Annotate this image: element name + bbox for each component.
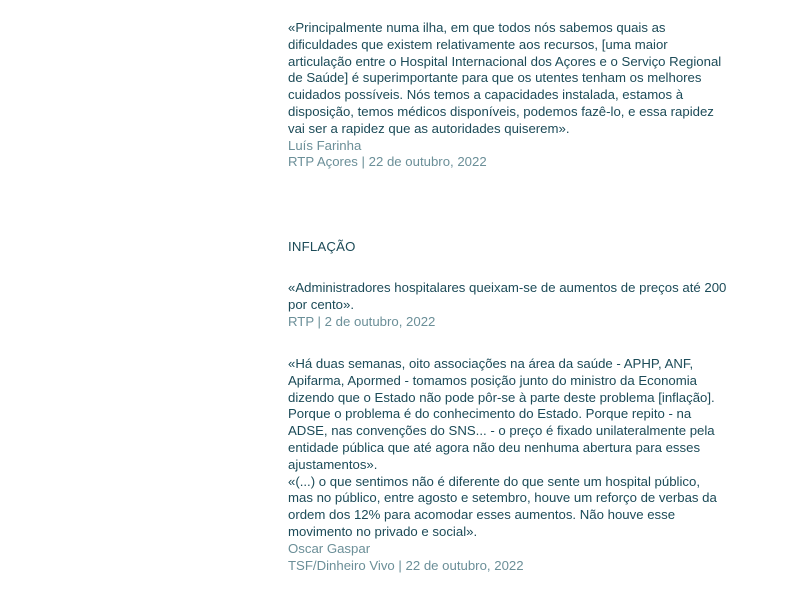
quote-block-rtp bbox=[288, 280, 728, 330]
quote-source: TSF/Dinheiro Vivo | 22 de outubro, 2022 bbox=[288, 557, 524, 573]
quote-text: «(...) o que sentimos não é diferente do que sente um hospital público, mas no público, entre agosto e setembro, houve um reforço de verbas da ordem dos 12% para acomodar esses aumentos. Não houve esse movimento no privado e social». bbox=[288, 473, 717, 539]
quote-source: RTP Açores | 22 de outubro, 2022 bbox=[288, 154, 487, 170]
quote-text: «Há duas semanas, oito associações na área da saúde - APHP, ANF, Apifarma, Apormed - tomamos posição junto do ministro da Economia dizendo que o Estado não pode pôr-se à parte deste problema [inflação]. Porque o problema é do conhecimento do Estado. Porque repito - na ADSE, nas convenções do SNS... - o preço é fixado unilateralmente pela entidade pública que até agora não deu nenhuma abertura para esses ajustamentos». bbox=[288, 356, 715, 472]
quote-text: «Administradores hospitalares queixam-se de aumentos de preços até 200 por cento». bbox=[288, 280, 727, 312]
quote-author: Oscar Gaspar bbox=[288, 540, 371, 556]
section-heading-block bbox=[288, 239, 728, 256]
quote-author: Luís Farinha bbox=[288, 137, 362, 153]
quote-text: «Principalmente numa ilha, em que todos nós sabemos quais as dificuldades que existem relativamente aos recursos, [uma maior articulação entre o Hospital Internacional dos Açores e o Serviço Regional de Saúde] é superimportante para que os utentes tenham os melhores cuidados possíveis. Nós temos a capacidades instalada, estamos à disposição, temos médicos disponíveis, podemos fazê-lo, e essa rapidez vai ser a rapidez que as autoridades quiserem». bbox=[288, 20, 722, 136]
quote-block-farinha bbox=[288, 20, 728, 171]
section-heading: INFLAÇÃO bbox=[288, 239, 356, 254]
quote-source: RTP | 2 de outubro, 2022 bbox=[288, 313, 436, 329]
quote-block-gaspar bbox=[288, 356, 728, 574]
